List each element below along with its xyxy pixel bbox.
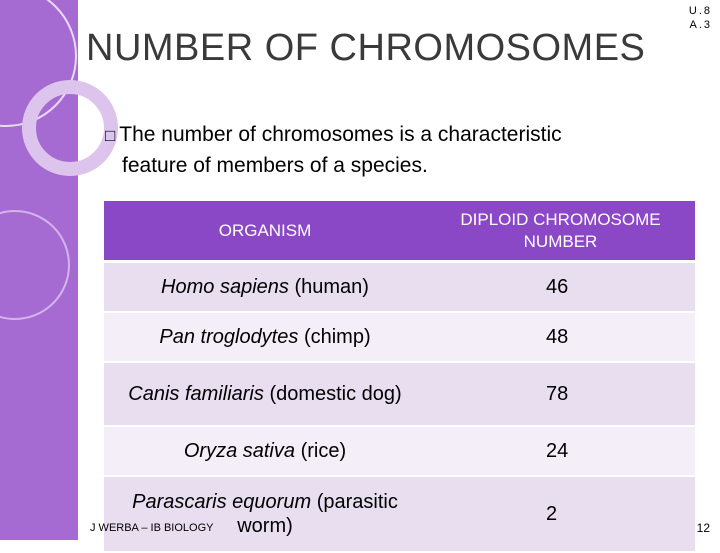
slide-title: NUMBER OF CHROMOSOMES bbox=[86, 27, 646, 69]
table-row bbox=[104, 476, 695, 552]
syllabus-code bbox=[689, 4, 712, 32]
common-name: (human) bbox=[294, 276, 369, 298]
bullet-text-line2: feature of members of a species. bbox=[122, 154, 428, 177]
chromosome-number-cell: 78 bbox=[426, 362, 695, 426]
species-name: Pan troglodytes bbox=[159, 326, 299, 348]
chromosome-number-cell: 24 bbox=[426, 426, 695, 476]
organism-cell bbox=[104, 312, 426, 362]
chromosome-number-cell: 48 bbox=[426, 312, 695, 362]
organism-cell bbox=[104, 476, 426, 552]
common-name: (chimp) bbox=[303, 326, 371, 348]
bullet-text-line1: The number of chromosomes is a characteristic bbox=[119, 123, 562, 146]
organism-cell bbox=[104, 426, 426, 476]
chromosome-number-cell: 2 bbox=[426, 476, 695, 552]
common-name: (domestic dog) bbox=[269, 383, 402, 405]
bullet-box-icon: □ bbox=[105, 126, 116, 145]
common-name: (parasitic worm) bbox=[237, 491, 398, 537]
footer-author: J WERBA – IB BIOLOGY bbox=[90, 522, 214, 534]
species-name: Oryza sativa bbox=[183, 440, 296, 462]
decorative-ring bbox=[22, 80, 118, 176]
chromosome-table bbox=[104, 201, 695, 553]
chromosome-number-cell: 46 bbox=[426, 262, 695, 313]
table-header-row bbox=[104, 201, 695, 262]
table-row bbox=[104, 312, 695, 362]
header-chromosome-number: DIPLOID CHROMOSOME NUMBER bbox=[426, 201, 695, 262]
species-name: Canis familiaris bbox=[128, 383, 264, 405]
page-number: 12 bbox=[696, 521, 710, 535]
header-organism: ORGANISM bbox=[104, 201, 426, 262]
syllabus-code-line1: U.8 bbox=[688, 5, 712, 17]
bullet-point bbox=[105, 120, 645, 181]
organism-cell bbox=[104, 362, 426, 426]
table-row bbox=[104, 362, 695, 426]
organism-cell bbox=[104, 262, 426, 313]
common-name: (rice) bbox=[300, 440, 347, 462]
syllabus-code-line2: A.3 bbox=[689, 19, 712, 31]
table-row bbox=[104, 262, 695, 313]
species-name: Parascaris equorum bbox=[132, 491, 312, 513]
table-row bbox=[104, 426, 695, 476]
species-name: Homo sapiens bbox=[161, 276, 289, 298]
